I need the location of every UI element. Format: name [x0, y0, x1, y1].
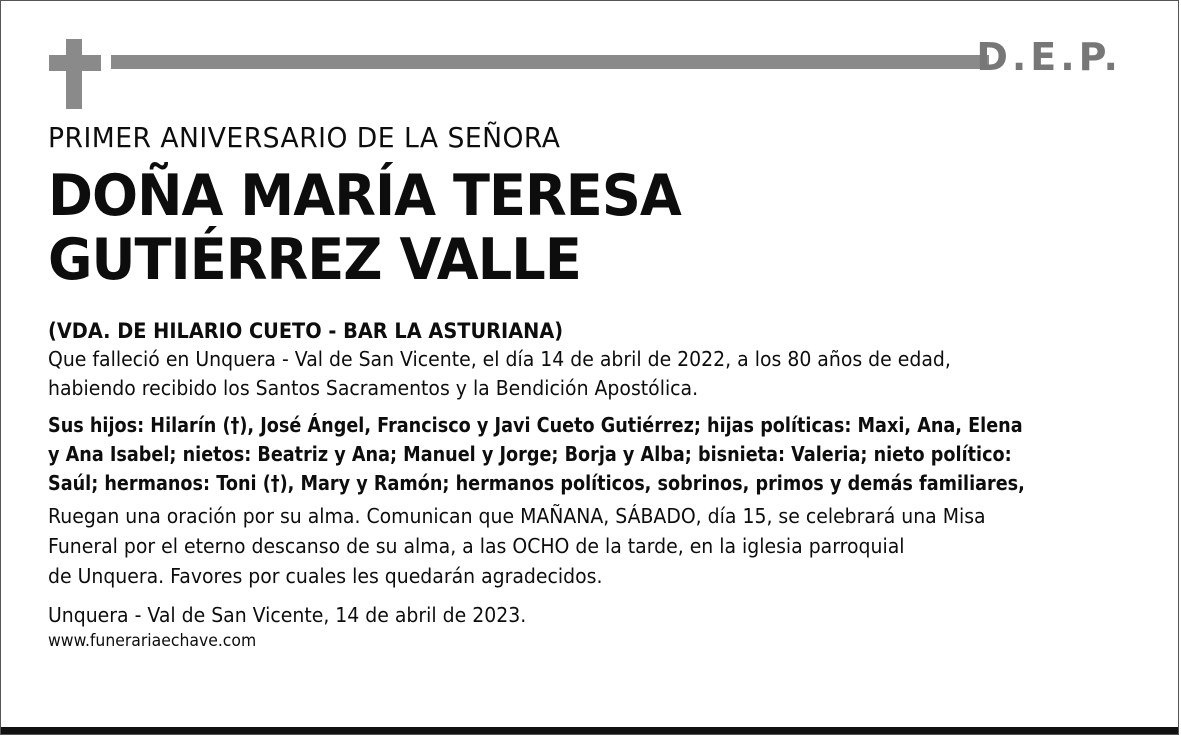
mass-announcement: [48, 501, 1138, 591]
family-line: Saúl; hermanos: Toni (†), Mary y Ramón; hermanos políticos, sobrinos, primos y demás familiares,: [48, 471, 1025, 495]
dep-label: D.E.P.: [976, 35, 1122, 79]
death-details: [48, 345, 1138, 403]
death-details-line: habiendo recibido los Santos Sacramentos y la Bendición Apostólica.: [48, 376, 699, 400]
place-date: Unquera - Val de San Vicente, 14 de abril de 2023.: [48, 603, 527, 627]
family-list: [48, 411, 1140, 498]
deceased-nickname: (VDA. DE HILARIO CUETO - BAR LA ASTURIANA): [48, 319, 564, 343]
notice-body: [48, 113, 1138, 652]
deceased-name-line-2: GUTIÉRREZ VALLE: [48, 227, 581, 293]
mass-line: Funeral por el eterno descanso de su alma, a las OCHO de la tarde, en la iglesia parroquial: [48, 534, 905, 558]
header-rule: [111, 55, 989, 69]
cross-icon: [49, 39, 101, 109]
mass-line: de Unquera. Favores por cuales les quedarán agradecidos.: [48, 564, 603, 588]
pre-title: PRIMER ANIVERSARIO DE LA SEÑORA: [48, 121, 561, 154]
website-link[interactable]: www.funerariaechave.com: [48, 631, 257, 651]
death-details-line: Que falleció en Unquera - Val de San Vicente, el día 14 de abril de 2022, a los 80 años de edad,: [48, 347, 951, 371]
family-line: Sus hijos: Hilarín (†), José Ángel, Francisco y Javi Cueto Gutiérrez; hijas políticas: Maxi, Ana, Elena: [48, 413, 1023, 437]
family-line: y Ana Isabel; nietos: Beatriz y Ana; Manuel y Jorge; Borja y Alba; bisnieta: Valeria; nieto político:: [48, 442, 1012, 466]
deceased-name-line-1: DOÑA MARÍA TERESA: [48, 163, 681, 229]
mass-line: Ruegan una oración por su alma. Comunican que MAÑANA, SÁBADO, día 15, se celebrará una Misa: [48, 504, 986, 528]
